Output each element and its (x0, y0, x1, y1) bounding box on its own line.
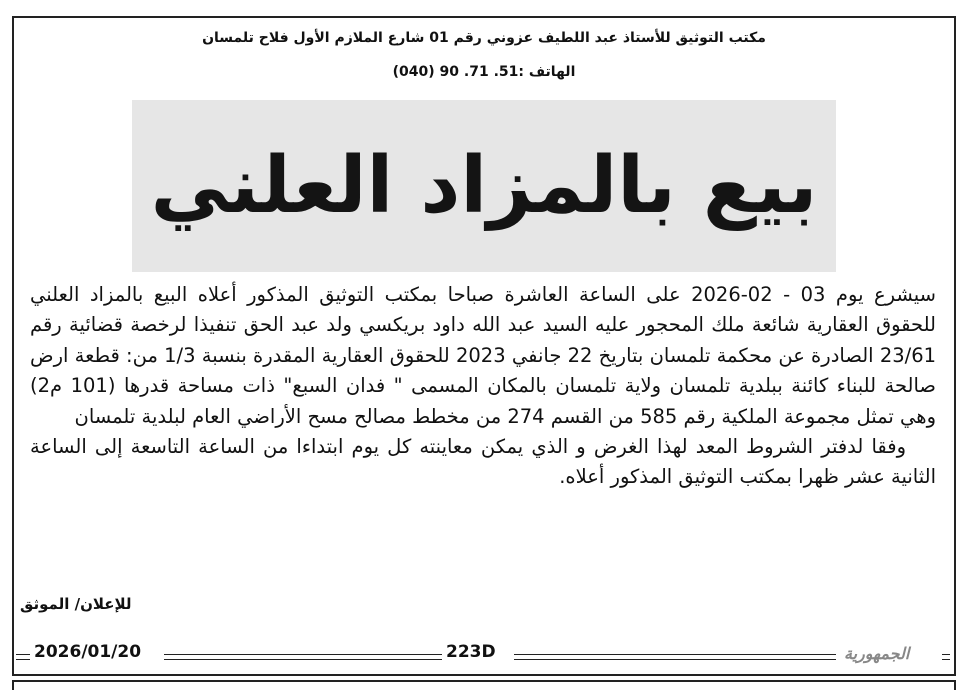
advertisement-frame (12, 16, 956, 676)
notary-office-address: مكتب التوثيق للأستاذ عبد اللطيف عزوني رقم 01 شارع الملازم الأول فلاح تلمسان (202, 30, 766, 46)
ad-body (30, 280, 936, 493)
title-banner (132, 100, 836, 272)
publication-date: 2026/01/20 (34, 642, 142, 662)
ad-title: بيع بالمزاد العلني (150, 141, 818, 231)
footer-rule (164, 654, 442, 660)
next-ad-border (12, 680, 956, 690)
footer-rule (514, 654, 836, 660)
body-paragraph-1: سيشرع يوم 03 - 02-2026 على الساعة العاشرة صباحا بمكتب التوثيق المذكور أعلاه البيع بالمزاد العلني للحقوق العقارية شائعة ملك المحجور عليه السيد عبد الله داود بريكسي ولد عبد الحق تنفيذا لرخصة قضائية رقم 23/61 الصادرة عن محكمة تلمسان بتاريخ 22 جانفي 2023 للحقوق العقارية المقدرة بنسبة 1/3 من: قطعة ارض صالحة للبناء كائنة ببلدية تلمسان ولاية تلمسان بالمكان المسمى " فدان السبع" ذات مساحة قدرها (101 م2) وهي تمثل مجموعة الملكية رقم 585 من القسم 274 من مخطط مصالح مسح الأراضي العام لبلدية تلمسان (30, 283, 937, 428)
notary-phone: الهاتف :51. 71. 90 (040) (392, 64, 576, 80)
footer (14, 640, 954, 670)
footer-rule (16, 654, 30, 660)
signature: للإعلان/ الموثق (20, 595, 132, 613)
ad-number: 223D (446, 642, 496, 662)
body-paragraph-2: وفقا لدفتر الشروط المعد لهذا الغرض و الذي يمكن معاينته كل يوم ابتداءا من الساعة التاسعة إلى الساعة الثانية عشر ظهرا بمكتب التوثيق المذكور أعلاه. (30, 435, 936, 489)
newspaper-logo: الجمهورية (844, 644, 910, 663)
footer-rule (942, 654, 950, 660)
